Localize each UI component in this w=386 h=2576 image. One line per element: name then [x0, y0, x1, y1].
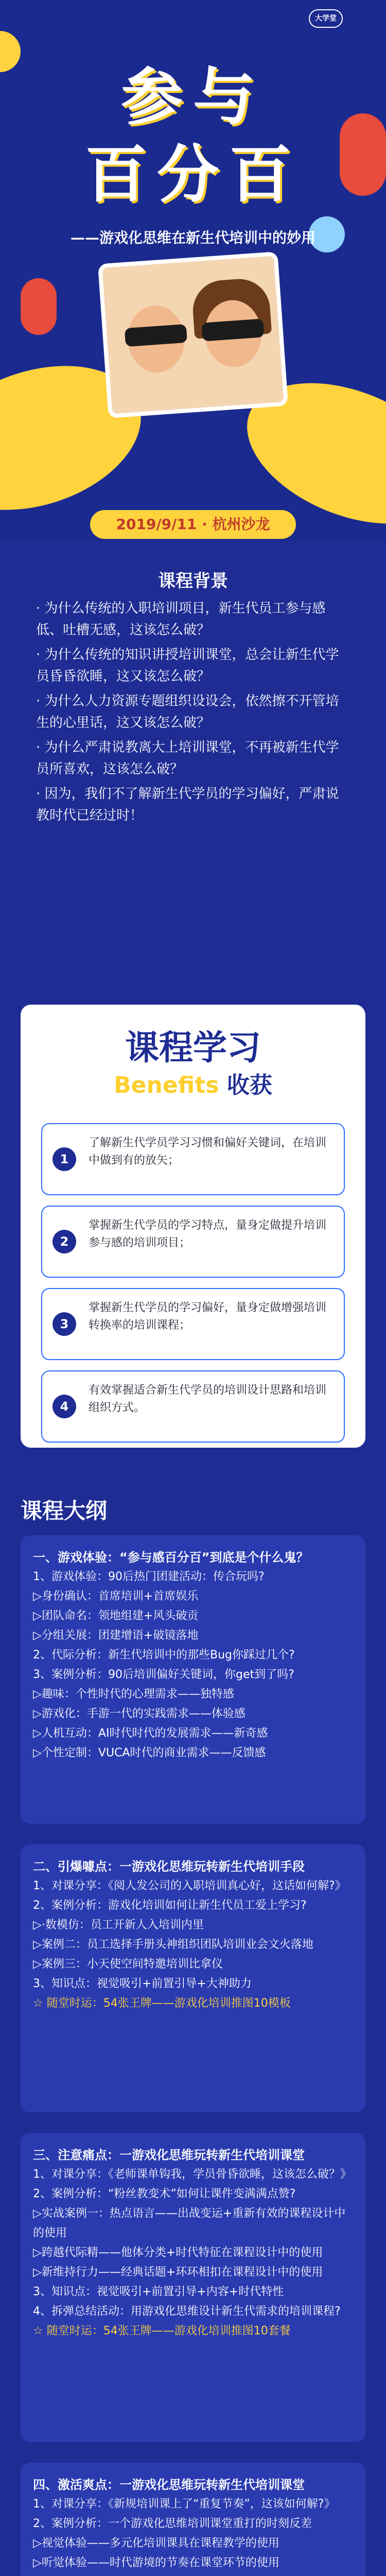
benefit-num: 3	[52, 1312, 76, 1336]
hero-photo	[98, 251, 288, 418]
module-line	[33, 2573, 353, 2576]
module-line: ▷人机互动：AI时代时代的发展需求——新奇感	[33, 1727, 268, 1740]
module-title: 三、注意痛点：一游戏化思维玩转新生代培训课堂	[33, 2148, 305, 2162]
benefit-item	[41, 1370, 345, 1443]
module-title: 四、激活爽点：一游戏化思维玩转新生代培训课堂	[33, 2478, 305, 2492]
benefits-cn2: 收获	[226, 1072, 272, 1098]
background-paragraph: · 为什么传统的知识讲授培训课堂，总会让新生代学员昏昏欲睡，这又该怎么破？	[36, 647, 339, 684]
benefit-num: 1	[52, 1147, 76, 1171]
outline-module	[21, 1844, 365, 2112]
module-line: ☆ 随堂时运：54张王牌——游戏化培训推图10套餐	[33, 2325, 291, 2337]
module-line: ▷听觉体验——时代游境的节奏在课堂环节的使用	[33, 2556, 279, 2569]
benefit-num: 2	[52, 1230, 76, 1253]
module-line: ▷个性定制：VUCA时代的商业需求——反馈感	[33, 1747, 266, 1759]
module-line: ▷·数模仿：员工开新人入培训内里	[33, 1919, 204, 1931]
module-line: ▷趣味：个性时代的心理需求——独特感	[33, 1688, 234, 1701]
benefit-item	[41, 1206, 345, 1278]
module-line: 4、拆弹总结活动：用游戏化思维设计新生代需求的培训课程?	[33, 2305, 341, 2318]
hero-title-line2: 百分百	[85, 139, 301, 211]
module-line: 2、案例分析：一个游戏化思维培训课堂重打的时刻反差	[33, 2517, 312, 2530]
module-line: ▷分组关展：团建增语+破镜落地	[33, 1629, 199, 1642]
module-title: 二、引爆噱点：一游戏化思维玩转新生代培训手段	[33, 1859, 305, 1874]
module-line: ▷身份确认：首席培训+首席娱乐	[33, 1590, 199, 1603]
module-line: 3、知识点：视觉吸引+前置引导+内容+时代特性	[33, 2285, 284, 2298]
benefits-title: 课程学习	[125, 1028, 261, 1067]
module-line: 2、代际分析：新生代培训中的那些Bug你踩过几个?	[33, 1649, 295, 1662]
hero-subtitle: ——游戏化思维在新生代培训中的妙用	[70, 229, 315, 246]
module-line: ▷跨越代际精——他体分类+时代特征在课程设计中的使用	[33, 2246, 323, 2259]
outline-module	[21, 2133, 365, 2442]
module-line: 3、知识点：视觉吸引+前置引导+大神助力	[33, 1977, 252, 1990]
module-line: 3、案例分析：90后培训偏好关键词，你get到了吗?	[33, 1668, 294, 1681]
module-line: ▷案例二：员工选择手册头神组织团队培训业会文火落地	[33, 1938, 313, 1951]
background-paragraph: · 为什么传统的入职培训项目，新生代员工参与感低、吐槽无感，这该怎么破？	[36, 601, 326, 638]
benefits-card	[21, 1005, 365, 1448]
section-title-background: 课程背景	[158, 571, 228, 591]
benefit-num: 4	[52, 1395, 76, 1418]
background-paragraph: · 为什么人力资源专题组织设设会，依然擦不开管培生的心里话，这又该怎么破？	[36, 693, 339, 731]
benefit-text: 有效掌握适合新生代学员的培训设计思路和培训组织方式。	[89, 1384, 327, 1414]
module-line: 1、游戏体验：90后热门团建活动：传合玩吗?	[33, 1570, 265, 1583]
benefit-item	[41, 1288, 345, 1360]
decor-pill	[21, 278, 57, 335]
benefits-en: Benefits	[114, 1072, 219, 1098]
hero-title-line1: 参与	[121, 62, 265, 133]
benefits-subtitle	[21, 1066, 365, 1099]
module-line: ▷视觉体验——多元化培训课具在课程教学的使用	[33, 2537, 279, 2550]
module-line: ▷实战案例一：热点语言——出战变运+重新有效的课程设计中的使用	[33, 2207, 346, 2240]
background-paragraph: · 为什么严肃说教离大上培训课堂，不再被新生代学员所喜欢，这该怎么破？	[36, 740, 339, 777]
module-line: 1、对课分享：《老师课单钩我，学员骨昏欲睡，这该怎么破？》	[33, 2168, 352, 2181]
benefit-item	[41, 1123, 345, 1195]
benefit-text: 掌握新生代学员的学习特点，量身定做提升培训参与感的培训项目；	[89, 1219, 327, 1249]
benefit-text: 掌握新生代学员的学习偏好，量身定做增强培训转换率的培训课程；	[89, 1301, 327, 1332]
module-line: 2、案例分析：游戏化培训如何让新生代员工爱上学习?	[33, 1899, 307, 1912]
outline-module	[21, 2463, 365, 2576]
outline-module	[21, 1535, 365, 1824]
event-date-badge: 2019/9/11 · 杭州沙龙	[90, 510, 296, 539]
hero-banner	[0, 0, 386, 541]
module-line: 2、案例分析：“粉丝教变术”如何让课件变满满点赞?	[33, 2188, 296, 2200]
module-line: ▷新维持行力——经典话题+环环相扣在课程设计中的使用	[33, 2266, 323, 2279]
benefit-text: 了解新生代学员学习习惯和偏好关键词，在培训中做到有的放矢；	[89, 1137, 327, 1167]
module-line: 1、对课分享：《阅人发公司的入职培训真心好，这话如何解?》	[33, 1879, 346, 1892]
brand-logo: 大学堂	[309, 9, 343, 28]
module-line: 1、对课分享：《新规培训课上了“重复节奏”，这该如何解?》	[33, 2498, 336, 2511]
module-line: ▷游戏化：手游一代的实践需求——体验感	[33, 1707, 245, 1720]
background-paragraph: · 因为，我们不了解新生代学员的学习偏好，严肃说教时代已经过时！	[36, 786, 339, 823]
module-line: ☆ 随堂时运：54张王牌——游戏化培训推图10模板	[33, 1997, 291, 2010]
module-line: ▷团队命名：领地组建+风头破贡	[33, 1609, 199, 1622]
module-title: 一、游戏体验：“参与感百分百”到底是个什么鬼？	[33, 1550, 309, 1565]
module-line: ▷案例三：小天使空间特邀培训比拿仪	[33, 1958, 223, 1971]
section-title-outline: 课程大纲	[21, 1498, 108, 1523]
